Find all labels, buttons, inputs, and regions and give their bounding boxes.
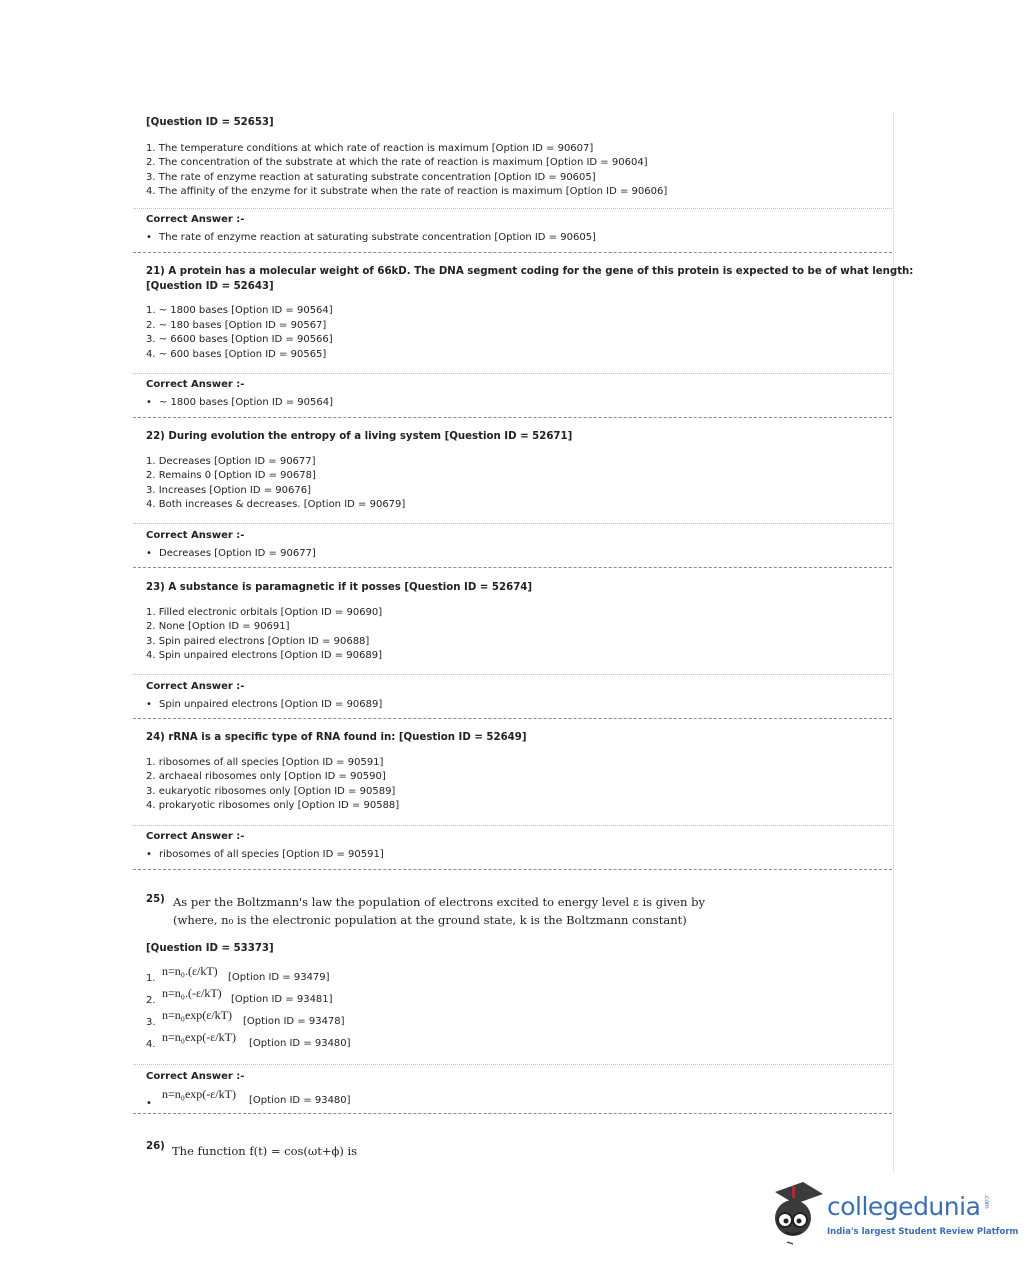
option-1: 1. ~ 1800 bases [Option ID = 90564] [146, 305, 333, 317]
question-text: 23) A substance is paramagnetic if it posses [Question ID = 52674] [146, 582, 533, 593]
option-2: 2. archaeal ribosomes only [Option ID = 90590] [146, 771, 386, 783]
option-1: 1. Filled electronic orbitals [Option ID = 90690] [146, 606, 383, 618]
question-number: 26) [146, 1141, 165, 1152]
formula: n=n₀.(ε/kT) [162, 963, 218, 978]
correct-answer: • The rate of enzyme reaction at saturating substrate concentration [Option ID = 90605] [146, 231, 596, 243]
option-1: 1. n=n₀.(ε/kT) [Option ID = 93479] [146, 963, 330, 984]
option-3: 3. ~ 6600 bases [Option ID = 90566] [146, 334, 333, 346]
question-22 [146, 430, 891, 513]
question-line-1: As per the Boltzmann's law the population of electrons excited to energy level ε is given by [173, 895, 705, 909]
logo-wordmark: collegedunia [827, 1192, 981, 1221]
option-4: 4. ~ 600 bases [Option ID = 90565] [146, 348, 327, 360]
formula: n=n₀exp(ε/kT) [162, 1007, 232, 1022]
question-text: 22) During evolution the entropy of a living system [Question ID = 52671] [146, 431, 573, 442]
question-25 [146, 893, 891, 1052]
formula: n=n₀exp(-ε/kT) [162, 1086, 236, 1101]
correct-answer: • ~ 1800 bases [Option ID = 90564] [146, 396, 333, 408]
options-list [146, 455, 891, 513]
answer-22 [146, 529, 891, 561]
options-list [146, 304, 891, 362]
logo-tagline: India's largest Student Review Platform [827, 1227, 1019, 1237]
options-list [146, 756, 891, 814]
correct-answer-label: Correct Answer :- [146, 214, 245, 225]
correct-answer-label: Correct Answer :- [146, 681, 245, 692]
correct-answer: • ribosomes of all species [Option ID = 90591] [146, 848, 384, 860]
question-divider [133, 1113, 892, 1114]
option-2: 2. Remains 0 [Option ID = 90678] [146, 470, 316, 482]
question-line-2: (where, n₀ is the electronic population at the ground state, k is the Boltzmann constant) [173, 913, 687, 927]
question-id: [Question ID = 53373] [146, 943, 274, 954]
answer-23 [146, 680, 891, 712]
options-list [146, 606, 891, 664]
option-4: 4. n=n₀exp(-ε/kT) [Option ID = 93480] [146, 1029, 351, 1050]
option-2: 2. n=n₀.(-ε/kT) [Option ID = 93481] [146, 985, 333, 1006]
mascot-icon [765, 1180, 825, 1250]
correct-answer-label: Correct Answer :- [146, 379, 245, 390]
question-21 [146, 265, 914, 363]
question-divider [133, 869, 892, 870]
question-id: [Question ID = 52643] [146, 280, 274, 292]
option-3: 3. eukaryotic ribosomes only [Option ID = 90589] [146, 785, 396, 797]
divider [133, 674, 892, 675]
option-1: 1. The temperature conditions at which rate of reaction is maximum [Option ID = 90607] [146, 142, 594, 154]
question-id: [Question ID = 52653] [146, 117, 274, 128]
option-3: 3. Increases [Option ID = 90676] [146, 484, 311, 496]
question-number: 25) [146, 894, 165, 905]
correct-answer-label: Correct Answer :- [146, 530, 245, 541]
question-divider [133, 252, 892, 253]
option-4: 4. Spin unpaired electrons [Option ID = 90689] [146, 650, 383, 662]
logo-com: .com [983, 1194, 990, 1209]
answer-20 [146, 213, 891, 245]
divider [133, 208, 892, 209]
question-text: 24) rRNA is a specific type of RNA found in: [Question ID = 52649] [146, 732, 527, 743]
option-3: 3. The rate of enzyme reaction at saturating substrate concentration [Option ID = 90605] [146, 171, 596, 183]
option-2: 2. The concentration of the substrate at which the rate of reaction is maximum [Option ID = 90604] [146, 157, 648, 169]
answer-24 [146, 830, 891, 862]
option-2: 2. ~ 180 bases [Option ID = 90567] [146, 319, 327, 331]
correct-answer: • n=n₀exp(-ε/kT) [Option ID = 93480] [146, 1086, 351, 1109]
option-2: 2. None [Option ID = 90691] [146, 621, 290, 633]
question-text: 21) A protein has a molecular weight of 66kD. The DNA segment coding for the gene of this protein is expected to be of what length: [146, 266, 914, 277]
divider [133, 373, 892, 374]
question-text: The function f(t) = cos(ωt+ϕ) is [172, 1144, 358, 1158]
answer-25 [146, 1070, 891, 1109]
correct-answer-label: Correct Answer :- [146, 831, 245, 842]
question-24 [146, 731, 891, 814]
question-23 [146, 581, 891, 664]
option-4: 4. prokaryotic ribosomes only [Option ID = 90588] [146, 800, 400, 812]
option-3: 3. n=n₀exp(ε/kT) [Option ID = 93478] [146, 1007, 345, 1028]
correct-answer: • Decreases [Option ID = 90677] [146, 547, 316, 559]
divider [133, 825, 892, 826]
divider [133, 523, 892, 524]
divider [133, 1064, 892, 1065]
correct-answer-label: Correct Answer :- [146, 1071, 245, 1082]
question-divider [133, 718, 892, 719]
option-1: 1. Decreases [Option ID = 90677] [146, 455, 316, 467]
question-text [146, 893, 891, 931]
option-4: 4. The affinity of the enzyme for it substrate when the rate of reaction is maximum [Option ID = 90606] [146, 186, 668, 198]
collegedunia-logo [765, 1180, 1019, 1250]
formula: n=n₀exp(-ε/kT) [162, 1029, 236, 1044]
option-1: 1. ribosomes of all species [Option ID = 90591] [146, 756, 384, 768]
option-3: 3. Spin paired electrons [Option ID = 90688] [146, 635, 370, 647]
question-divider [133, 417, 892, 418]
options-list [146, 964, 891, 1052]
formula: n=n₀.(-ε/kT) [162, 985, 222, 1000]
question-20 [146, 116, 891, 200]
option-4: 4. Both increases & decreases. [Option ID = 90679] [146, 499, 406, 511]
correct-answer: • Spin unpaired electrons [Option ID = 90689] [146, 698, 383, 710]
options-list [146, 142, 891, 200]
answer-21 [146, 378, 891, 410]
question-divider [133, 567, 892, 568]
